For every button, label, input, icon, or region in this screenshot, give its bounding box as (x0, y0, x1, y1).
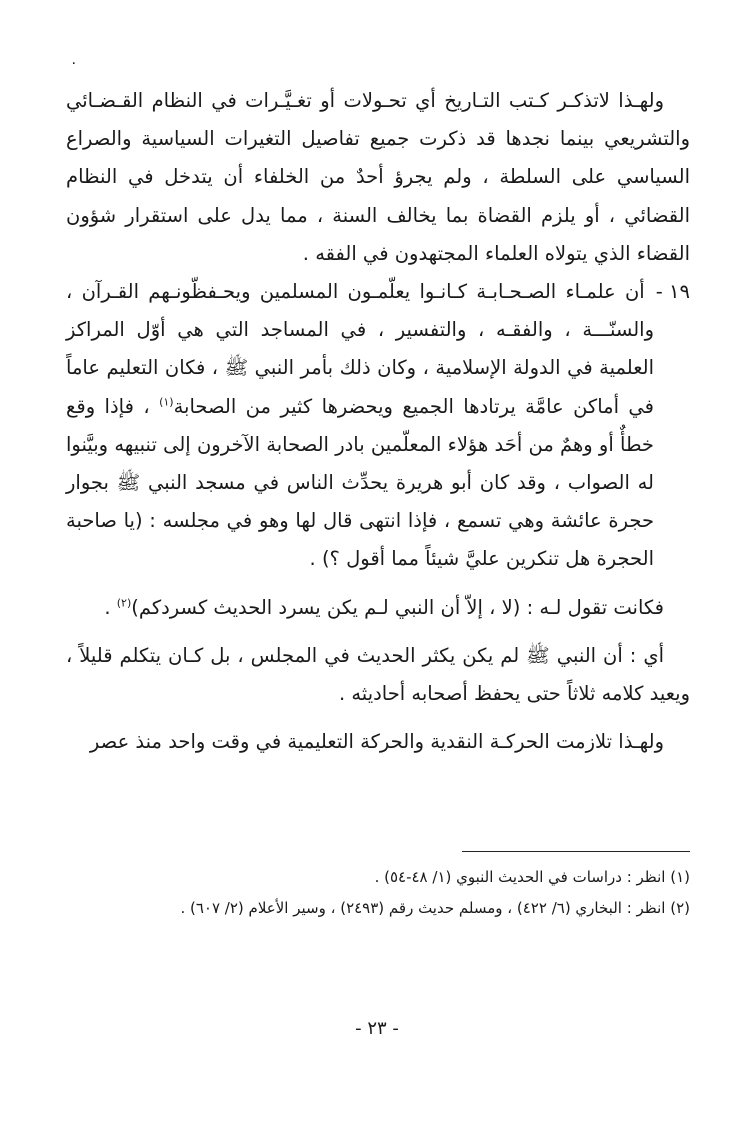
paragraph-5 (66, 723, 690, 761)
footnote-ref-2: (٢) (116, 596, 132, 610)
footnote-2: (٢) انظر : البخاري (٦/ ٤٢٢) ، ومسلم حديث رقم (٢٤٩٣) ، وسير الأعلام (٢/ ٦٠٧) . (180, 899, 690, 917)
page-number: - ٢٣ - (355, 1018, 399, 1039)
paragraph-4-text: أي : أن النبي ﷺ لم يكن يكثر الحديث في المجلس ، بل كـان يتكلم قليلاً ، ويعيد كلامه ثلاثاً حتى يحفظ أصحابه أحاديثه . (66, 643, 690, 706)
footnotes (66, 862, 690, 924)
footnote-1: (١) انظر : دراسات في الحديث النبوي (١/ ٤٨-٥٤) . (374, 868, 690, 886)
item-number: ١٩ - (655, 280, 690, 304)
paragraph-3-text: فكانت تقول لـه : (لا ، إلاّ أن النبي لـم يكن يسرد الحديث كسردكم) (131, 595, 664, 619)
paragraph-5-text: ولهـذا تلازمت الحركـة النقدية والحركة التعليمية في وقت واحد منذ عصر (89, 730, 664, 754)
paragraph-3 (66, 589, 690, 627)
footnote-ref-1: (١) (159, 395, 174, 409)
body-text (66, 82, 690, 761)
paragraph-1 (66, 82, 690, 273)
paragraph-2 (66, 273, 690, 579)
footnote-divider (462, 851, 690, 852)
paragraph-3-text-cont: . (104, 595, 117, 619)
paragraph-1-text: ولهـذا لاتذكـر كـتب التـاريخ أي تحـولات أو تغـيَّـرات في النظام القـضـائي والتشريعي بينما نجدها قد ذكرت جميع تفاصيل التغيرات السياسية والصراع السياسي على السلطة ، ولم يجرؤ أحدٌ من الخلفاء أن يتدخل في النظام القضائي ، أو يلزم القضاة بما يخالف السنة ، مما يدل على استقرار شؤون القضاء الذي يتولاه العلماء المجتهدون في الفقه . (66, 89, 690, 265)
paragraph-2-text: أن علمـاء الصـحـابـة كـانـوا يعلّمـون المسلمين ويحـفظّونـهم القـرآن ، والسنّـــة ، والفقـه ، والتفسير ، في المساجد التي هي أوّل المراكز العلمية في الدولة الإسلامية ، وكان ذلك بأمر النبي ﷺ ، فكان التعليم عاماً في أماكن عامَّة يرتادها الجميع ويحضرها كثير من الصحابة (66, 280, 655, 418)
paragraph-4 (66, 637, 690, 713)
paragraph-2-text-cont: ، فإذا وقع خطأٌ أو وهمٌ من أحَد هؤلاء المعلّمين بادر الصحابة الآخرون إلى تنبيهه وبيَّنوا له الصواب ، وقد كان أبو هريرة يحدِّث الناس في مسجد النبي ﷺ بجوار حجرة عائشة وهي تسمع ، فإذا انتهى قال لها وهو في مجلسه : (يا صاحبة الحجرة هل تنكرين عليَّ شيئاً مما أقول ؟) . (66, 394, 654, 571)
corner-mark: ٠ (70, 55, 78, 71)
